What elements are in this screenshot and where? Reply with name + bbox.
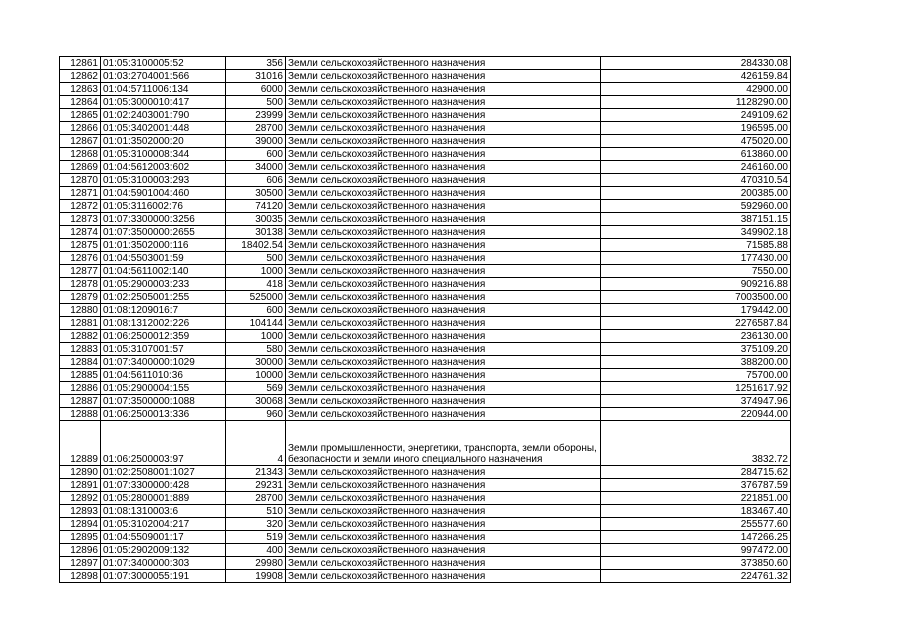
land-category-cell: Земли сельскохозяйственного назначения: [286, 122, 601, 135]
area-cell: 28700: [226, 492, 286, 505]
row-number-cell: 12879: [60, 291, 101, 304]
cadastral-value-cell: 196595.00: [601, 122, 791, 135]
land-category-cell: Земли сельскохозяйственного назначения: [286, 330, 601, 343]
area-cell: 400: [226, 544, 286, 557]
cadastral-number-cell: 01:05:3100003:293: [101, 174, 226, 187]
cadastral-value-cell: 284330.08: [601, 57, 791, 70]
area-cell: 29231: [226, 479, 286, 492]
row-number-cell: 12869: [60, 161, 101, 174]
row-number-cell: 12881: [60, 317, 101, 330]
cadastral-number-cell: 01:05:3107001:57: [101, 343, 226, 356]
area-cell: 18402.54: [226, 239, 286, 252]
table-row: [60, 148, 791, 161]
table-row: [60, 343, 791, 356]
row-number-cell: 12871: [60, 187, 101, 200]
area-cell: 606: [226, 174, 286, 187]
land-category-cell: Земли сельскохозяйственного назначения: [286, 479, 601, 492]
land-category-cell: Земли сельскохозяйственного назначения: [286, 369, 601, 382]
table-row: [60, 330, 791, 343]
table-row: [60, 479, 791, 492]
cadastral-value-cell: 7003500.00: [601, 291, 791, 304]
cadastral-number-cell: 01:05:2902009:132: [101, 544, 226, 557]
table-row: [60, 83, 791, 96]
cadastral-number-cell: 01:04:5711006:134: [101, 83, 226, 96]
row-number-cell: 12865: [60, 109, 101, 122]
table-row: [60, 408, 791, 421]
cadastral-number-cell: 01:04:5611010:36: [101, 369, 226, 382]
cadastral-value-cell: 284715.62: [601, 466, 791, 479]
cadastral-value-cell: 349902.18: [601, 226, 791, 239]
cadastral-value-cell: 200385.00: [601, 187, 791, 200]
cadastral-value-cell: 613860.00: [601, 148, 791, 161]
row-number-cell: 12886: [60, 382, 101, 395]
row-number-cell: 12897: [60, 557, 101, 570]
row-number-cell: 12890: [60, 466, 101, 479]
row-number-cell: 12866: [60, 122, 101, 135]
cadastral-value-cell: 147266.25: [601, 531, 791, 544]
row-number-cell: 12891: [60, 479, 101, 492]
area-cell: 21343: [226, 466, 286, 479]
area-cell: 356: [226, 57, 286, 70]
land-category-cell: Земли сельскохозяйственного назначения: [286, 518, 601, 531]
table-row: [60, 466, 791, 479]
cadastral-number-cell: 01:07:3400000:303: [101, 557, 226, 570]
area-cell: 500: [226, 252, 286, 265]
cadastral-number-cell: 01:05:3116002:76: [101, 200, 226, 213]
cadastral-value-cell: 42900.00: [601, 83, 791, 96]
area-cell: 569: [226, 382, 286, 395]
land-category-cell: Земли сельскохозяйственного назначения: [286, 466, 601, 479]
table-row: [60, 369, 791, 382]
land-category-cell: Земли сельскохозяйственного назначения: [286, 96, 601, 109]
cadastral-number-cell: 01:02:2505001:255: [101, 291, 226, 304]
cadastral-number-cell: 01:07:3300000:428: [101, 479, 226, 492]
table-row: [60, 304, 791, 317]
table-row: [60, 570, 791, 583]
table-row: [60, 356, 791, 369]
table-row: [60, 531, 791, 544]
cadastral-number-cell: 01:05:3100005:52: [101, 57, 226, 70]
cadastral-value-cell: 997472.00: [601, 544, 791, 557]
table-row: [60, 492, 791, 505]
area-cell: 600: [226, 148, 286, 161]
row-number-cell: 12882: [60, 330, 101, 343]
land-category-cell: Земли сельскохозяйственного назначения: [286, 148, 601, 161]
cadastral-number-cell: 01:08:1312002:226: [101, 317, 226, 330]
land-category-cell: Земли сельскохозяйственного назначения: [286, 382, 601, 395]
cadastral-value-cell: 1251617.92: [601, 382, 791, 395]
cadastral-number-cell: 01:02:2508001:1027: [101, 466, 226, 479]
cadastral-value-cell: 220944.00: [601, 408, 791, 421]
cadastral-number-cell: 01:07:3300000:3256: [101, 213, 226, 226]
row-number-cell: 12885: [60, 369, 101, 382]
cadastral-number-cell: 01:04:5503001:59: [101, 252, 226, 265]
area-cell: 1000: [226, 265, 286, 278]
cadastral-value-cell: 1128290.00: [601, 96, 791, 109]
row-number-cell: 12873: [60, 213, 101, 226]
cadastral-number-cell: 01:05:2800001:889: [101, 492, 226, 505]
cadastral-value-cell: 374947.96: [601, 395, 791, 408]
area-cell: 28700: [226, 122, 286, 135]
cadastral-value-cell: 179442.00: [601, 304, 791, 317]
cadastral-value-cell: 426159.84: [601, 70, 791, 83]
cadastral-value-cell: 75700.00: [601, 369, 791, 382]
land-category-cell: Земли сельскохозяйственного назначения: [286, 356, 601, 369]
table-row: [60, 544, 791, 557]
table-row: [60, 382, 791, 395]
land-category-cell: Земли сельскохозяйственного назначения: [286, 304, 601, 317]
area-cell: 30000: [226, 356, 286, 369]
area-cell: 10000: [226, 369, 286, 382]
cadastral-value-cell: 71585.88: [601, 239, 791, 252]
area-cell: 960: [226, 408, 286, 421]
cadastral-number-cell: 01:06:2500013:336: [101, 408, 226, 421]
row-number-cell: 12868: [60, 148, 101, 161]
table-row: [60, 122, 791, 135]
land-category-cell: Земли сельскохозяйственного назначения: [286, 544, 601, 557]
land-category-cell: Земли сельскохозяйственного назначения: [286, 252, 601, 265]
cadastral-value-cell: 376787.59: [601, 479, 791, 492]
land-category-cell: Земли сельскохозяйственного назначения: [286, 213, 601, 226]
row-number-cell: 12888: [60, 408, 101, 421]
table-row: [60, 291, 791, 304]
cadastral-value-cell: 475020.00: [601, 135, 791, 148]
table-row: [60, 96, 791, 109]
area-cell: 30068: [226, 395, 286, 408]
cadastral-number-cell: 01:08:1209016:7: [101, 304, 226, 317]
area-cell: 23999: [226, 109, 286, 122]
land-category-cell: Земли сельскохозяйственного назначения: [286, 395, 601, 408]
table-row: [60, 278, 791, 291]
table-row: [60, 226, 791, 239]
land-category-cell: Земли сельскохозяйственного назначения: [286, 278, 601, 291]
cadastral-number-cell: 01:05:3100008:344: [101, 148, 226, 161]
land-category-cell: Земли сельскохозяйственного назначения: [286, 109, 601, 122]
land-category-cell: Земли сельскохозяйственного назначения: [286, 83, 601, 96]
table-row: [60, 239, 791, 252]
cadastral-value-cell: 470310.54: [601, 174, 791, 187]
table-row: [60, 421, 791, 466]
table-row: [60, 252, 791, 265]
land-category-cell: Земли сельскохозяйственного назначения: [286, 57, 601, 70]
land-category-cell: Земли сельскохозяйственного назначения: [286, 226, 601, 239]
row-number-cell: 12876: [60, 252, 101, 265]
land-category-cell: Земли сельскохозяйственного назначения: [286, 265, 601, 278]
table-row: [60, 557, 791, 570]
land-category-cell: Земли сельскохозяйственного назначения: [286, 291, 601, 304]
row-number-cell: 12877: [60, 265, 101, 278]
table-row: [60, 213, 791, 226]
cadastral-value-cell: 183467.40: [601, 505, 791, 518]
cadastral-number-cell: 01:06:2500003:97: [101, 421, 226, 466]
cadastral-number-cell: 01:01:3502000:116: [101, 239, 226, 252]
cadastral-number-cell: 01:07:3500000:2655: [101, 226, 226, 239]
table-body: [60, 57, 791, 583]
cadastral-value-cell: 236130.00: [601, 330, 791, 343]
area-cell: 510: [226, 505, 286, 518]
cadastral-value-cell: 224761.32: [601, 570, 791, 583]
area-cell: 1000: [226, 330, 286, 343]
row-number-cell: 12880: [60, 304, 101, 317]
area-cell: 30500: [226, 187, 286, 200]
row-number-cell: 12889: [60, 421, 101, 466]
cadastral-number-cell: 01:05:2900004:155: [101, 382, 226, 395]
cadastral-value-cell: 387151.15: [601, 213, 791, 226]
area-cell: 19908: [226, 570, 286, 583]
area-cell: 418: [226, 278, 286, 291]
area-cell: 39000: [226, 135, 286, 148]
area-cell: 600: [226, 304, 286, 317]
land-category-cell: Земли сельскохозяйственного назначения: [286, 174, 601, 187]
table-row: [60, 395, 791, 408]
land-category-cell: Земли сельскохозяйственного назначения: [286, 317, 601, 330]
row-number-cell: 12870: [60, 174, 101, 187]
table-row: [60, 317, 791, 330]
area-cell: 34000: [226, 161, 286, 174]
cadastral-value-cell: 375109.20: [601, 343, 791, 356]
area-cell: 31016: [226, 70, 286, 83]
land-category-cell: Земли сельскохозяйственного назначения: [286, 505, 601, 518]
cadastral-number-cell: 01:08:1310003:6: [101, 505, 226, 518]
area-cell: 580: [226, 343, 286, 356]
row-number-cell: 12892: [60, 492, 101, 505]
cadastral-value-cell: 221851.00: [601, 492, 791, 505]
cadastral-value-cell: 373850.60: [601, 557, 791, 570]
row-number-cell: 12861: [60, 57, 101, 70]
cadastral-number-cell: 01:04:5509001:17: [101, 531, 226, 544]
table-row: [60, 518, 791, 531]
table-row: [60, 109, 791, 122]
table-row: [60, 200, 791, 213]
area-cell: 29980: [226, 557, 286, 570]
land-category-cell: Земли сельскохозяйственного назначения: [286, 408, 601, 421]
cadastral-value-cell: 388200.00: [601, 356, 791, 369]
cadastral-number-cell: 01:05:2900003:233: [101, 278, 226, 291]
cadastral-value-cell: 7550.00: [601, 265, 791, 278]
row-number-cell: 12864: [60, 96, 101, 109]
land-plot-table: [59, 56, 791, 583]
row-number-cell: 12895: [60, 531, 101, 544]
row-number-cell: 12878: [60, 278, 101, 291]
cadastral-value-cell: 592960.00: [601, 200, 791, 213]
table-row: [60, 70, 791, 83]
land-category-cell: Земли промышленности, энергетики, транспорта, земли обороны, безопасности и земли иного специального назначения: [286, 421, 601, 466]
cadastral-value-cell: 909216.88: [601, 278, 791, 291]
cadastral-number-cell: 01:03:2704001:566: [101, 70, 226, 83]
area-cell: 519: [226, 531, 286, 544]
land-category-cell: Земли сельскохозяйственного назначения: [286, 70, 601, 83]
land-category-cell: Земли сельскохозяйственного назначения: [286, 135, 601, 148]
land-category-cell: Земли сельскохозяйственного назначения: [286, 570, 601, 583]
cadastral-value-cell: 2276587.84: [601, 317, 791, 330]
table-row: [60, 505, 791, 518]
row-number-cell: 12898: [60, 570, 101, 583]
cadastral-number-cell: 01:04:5901004:460: [101, 187, 226, 200]
cadastral-number-cell: 01:05:3000010:417: [101, 96, 226, 109]
area-cell: 30138: [226, 226, 286, 239]
cadastral-number-cell: 01:07:3000055:191: [101, 570, 226, 583]
table-row: [60, 174, 791, 187]
row-number-cell: 12862: [60, 70, 101, 83]
cadastral-value-cell: 255577.60: [601, 518, 791, 531]
row-number-cell: 12863: [60, 83, 101, 96]
cadastral-number-cell: 01:05:3102004:217: [101, 518, 226, 531]
cadastral-number-cell: 01:07:3400000:1029: [101, 356, 226, 369]
cadastral-number-cell: 01:06:2500012:359: [101, 330, 226, 343]
row-number-cell: 12884: [60, 356, 101, 369]
area-cell: 30035: [226, 213, 286, 226]
table-row: [60, 265, 791, 278]
area-cell: 500: [226, 96, 286, 109]
area-cell: 104144: [226, 317, 286, 330]
land-category-cell: Земли сельскохозяйственного назначения: [286, 187, 601, 200]
cadastral-number-cell: 01:04:5612003:602: [101, 161, 226, 174]
cadastral-number-cell: 01:07:3500000:1088: [101, 395, 226, 408]
row-number-cell: 12896: [60, 544, 101, 557]
row-number-cell: 12875: [60, 239, 101, 252]
cadastral-value-cell: 246160.00: [601, 161, 791, 174]
table-row: [60, 161, 791, 174]
row-number-cell: 12883: [60, 343, 101, 356]
cadastral-number-cell: 01:04:5611002:140: [101, 265, 226, 278]
area-cell: 4: [226, 421, 286, 466]
area-cell: 320: [226, 518, 286, 531]
area-cell: 74120: [226, 200, 286, 213]
table-row: [60, 187, 791, 200]
land-category-cell: Земли сельскохозяйственного назначения: [286, 343, 601, 356]
table-row: [60, 57, 791, 70]
land-category-cell: Земли сельскохозяйственного назначения: [286, 492, 601, 505]
cadastral-value-cell: 249109.62: [601, 109, 791, 122]
cadastral-value-cell: 3832.72: [601, 421, 791, 466]
land-category-cell: Земли сельскохозяйственного назначения: [286, 557, 601, 570]
row-number-cell: 12872: [60, 200, 101, 213]
row-number-cell: 12867: [60, 135, 101, 148]
cadastral-number-cell: 01:01:3502000:20: [101, 135, 226, 148]
land-category-cell: Земли сельскохозяйственного назначения: [286, 531, 601, 544]
row-number-cell: 12874: [60, 226, 101, 239]
table-row: [60, 135, 791, 148]
row-number-cell: 12894: [60, 518, 101, 531]
area-cell: 525000: [226, 291, 286, 304]
cadastral-number-cell: 01:05:3402001:448: [101, 122, 226, 135]
row-number-cell: 12893: [60, 505, 101, 518]
row-number-cell: 12887: [60, 395, 101, 408]
land-category-cell: Земли сельскохозяйственного назначения: [286, 200, 601, 213]
cadastral-number-cell: 01:02:2403001:790: [101, 109, 226, 122]
cadastral-value-cell: 177430.00: [601, 252, 791, 265]
land-category-cell: Земли сельскохозяйственного назначения: [286, 239, 601, 252]
area-cell: 6000: [226, 83, 286, 96]
land-category-cell: Земли сельскохозяйственного назначения: [286, 161, 601, 174]
